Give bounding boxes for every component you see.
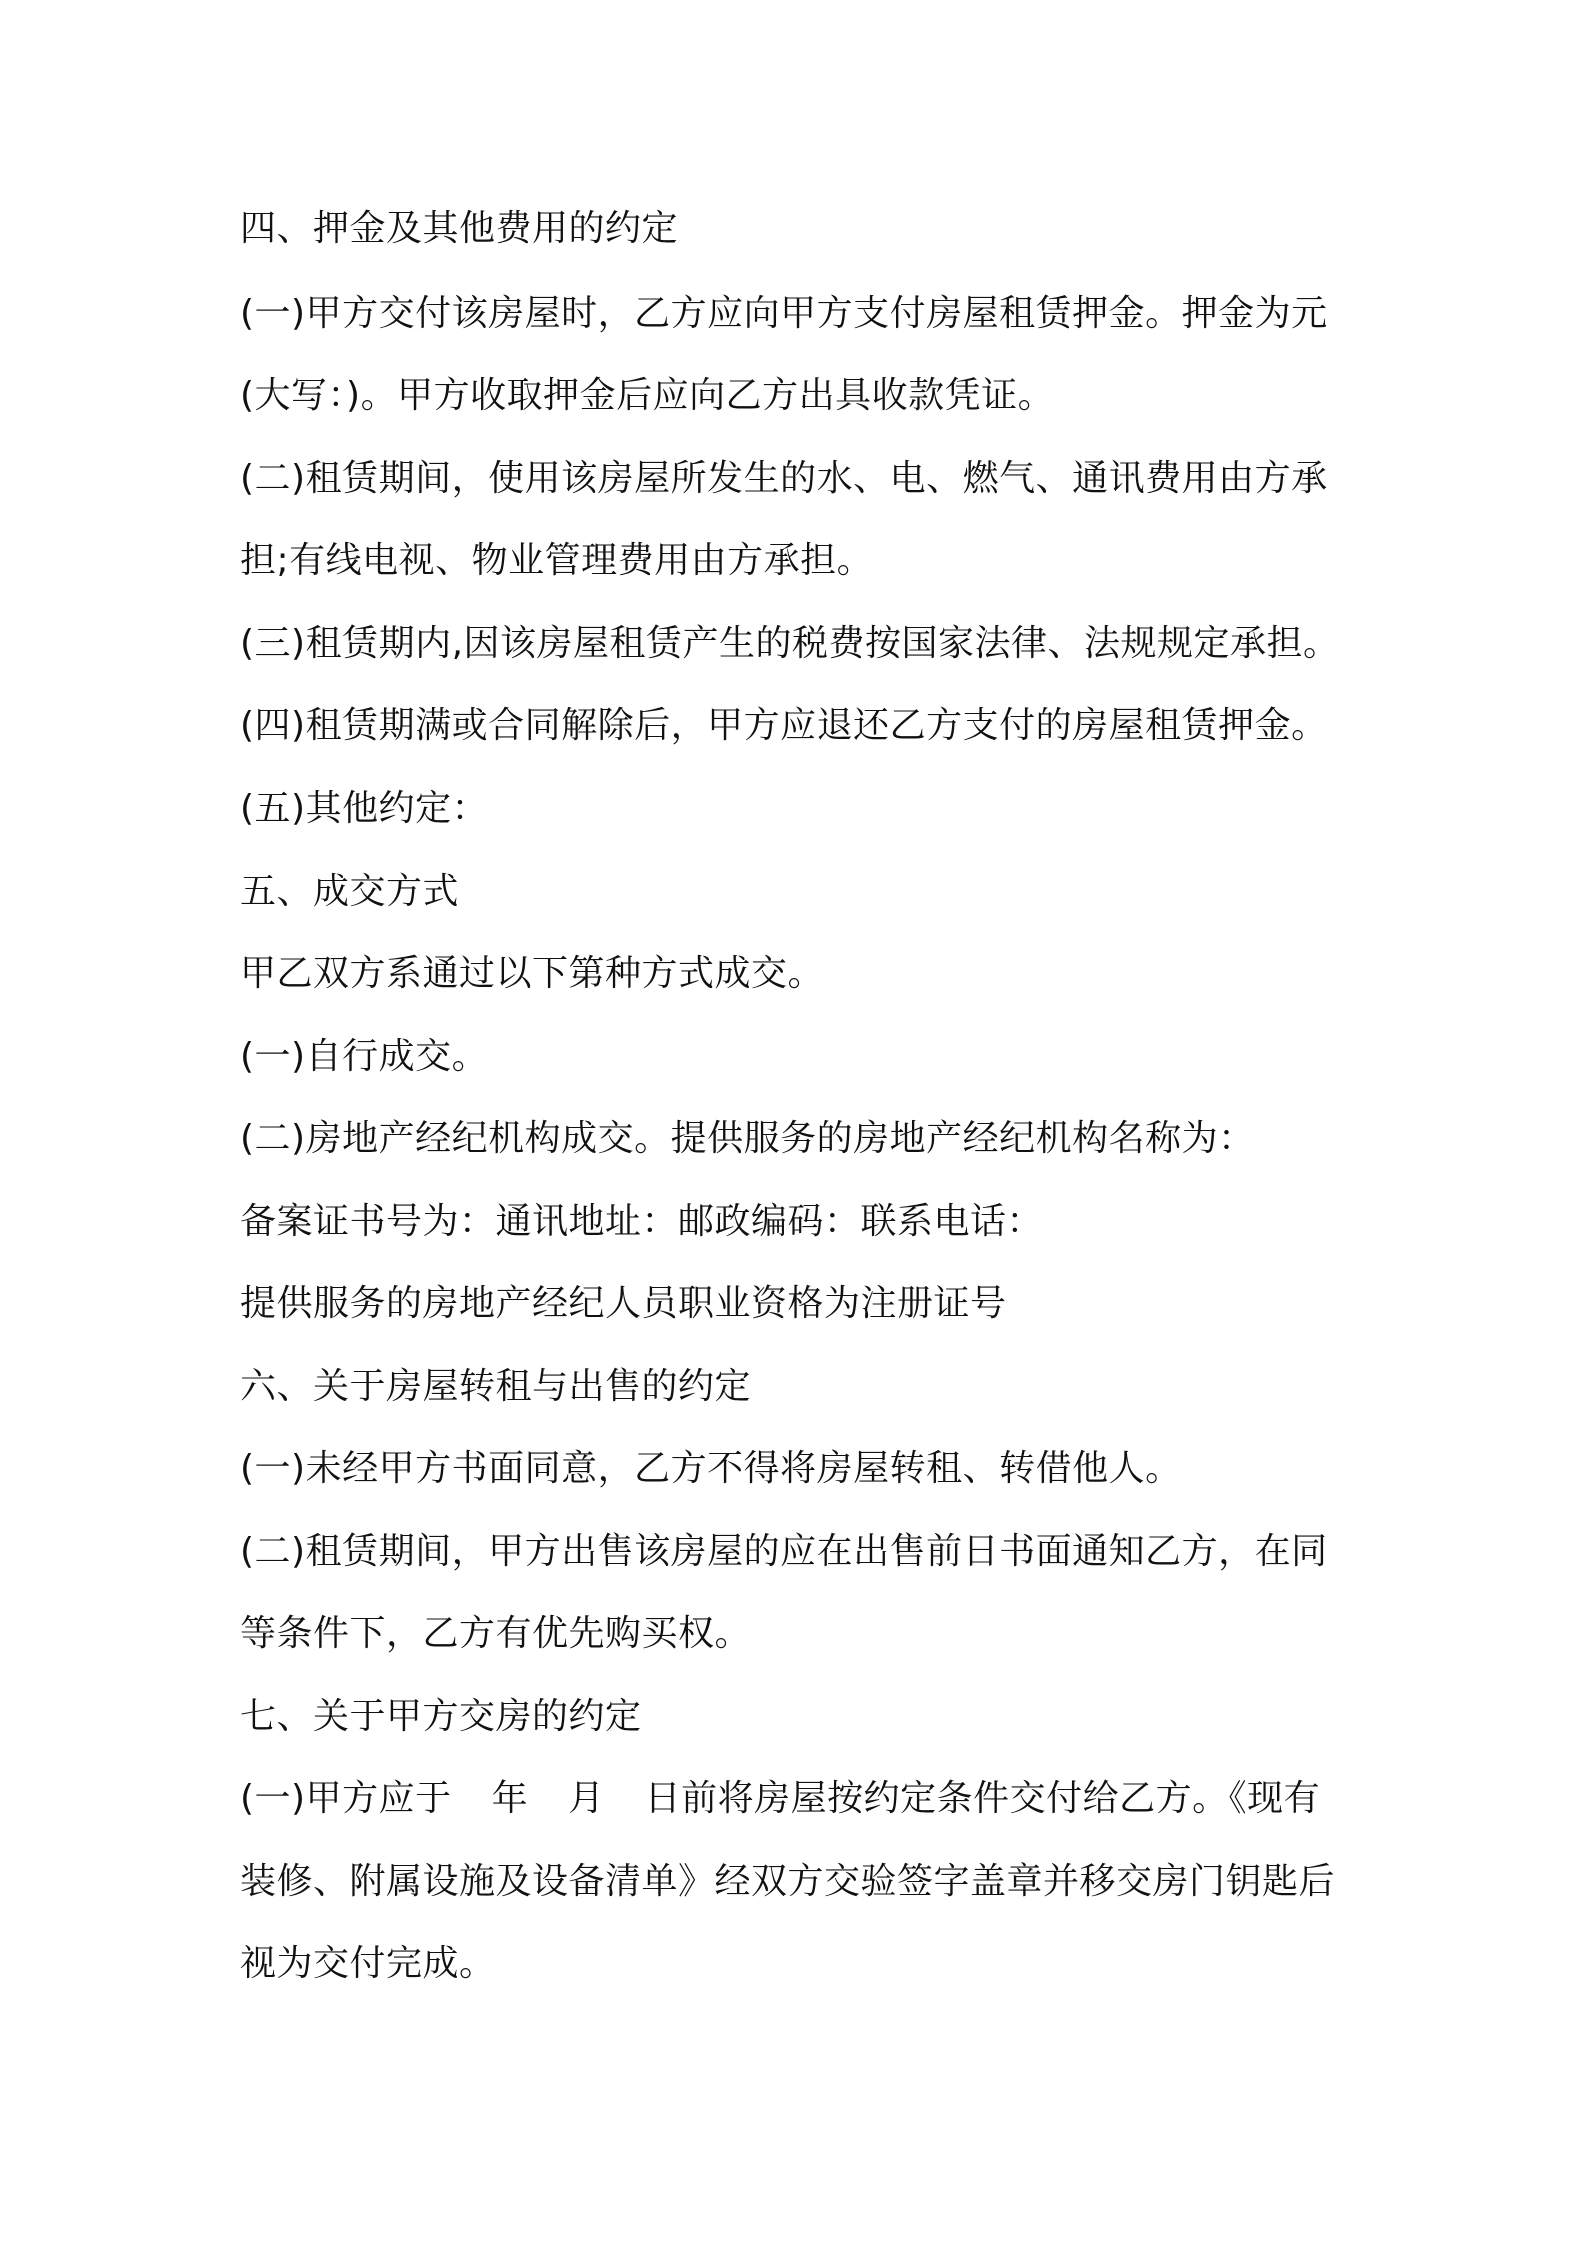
paragraph-line: (一)甲方交付该房屋时，乙方应向甲方支付房屋租赁押金。押金为元 <box>240 293 1328 334</box>
paragraph-line: 备案证书号为：通讯地址：邮政编码：联系电话： <box>240 1201 1044 1242</box>
delivery-year: 年 <box>491 1778 529 1819</box>
paragraph-line: (五)其他约定： <box>240 788 489 829</box>
section-heading-deposit: 四、押金及其他费用的约定 <box>240 208 679 249</box>
paragraph-line: (三)租赁期内,因该房屋租赁产生的税费按国家法律、法规规定承担。 <box>240 623 1340 664</box>
delivery-date-line <box>240 1775 1360 1823</box>
delivery-month: 月 <box>568 1778 605 1819</box>
paragraph-line: 视为交付完成。 <box>240 1943 496 1984</box>
delivery-prefix: (一)甲方应于 <box>240 1778 452 1819</box>
paragraph-line: (二)租赁期间，甲方出售该房屋的应在出售前日书面通知乙方，在同 <box>240 1531 1328 1572</box>
paragraph-line: (二)租赁期间，使用该房屋所发生的水、电、燃气、通讯费用由方承 <box>240 458 1328 499</box>
paragraph-line: (一)自行成交。 <box>240 1036 489 1077</box>
section-heading-transaction: 五、成交方式 <box>240 871 460 912</box>
paragraph-line: (一)未经甲方书面同意，乙方不得将房屋转租、转借他人。 <box>240 1448 1182 1489</box>
paragraph-line: (四)租赁期满或合同解除后，甲方应退还乙方支付的房屋租赁押金。 <box>240 705 1328 746</box>
paragraph-line: (二)房地产经纪机构成交。提供服务的房地产经纪机构名称为： <box>240 1118 1255 1159</box>
paragraph-line: 装修、附属设施及设备清单》经双方交验签字盖章并移交房门钥匙后 <box>240 1861 1336 1902</box>
paragraph-line: 提供服务的房地产经纪人员职业资格为注册证号 <box>240 1283 1007 1324</box>
paragraph-line: (大写：)。甲方收取押金后应向乙方出具收款凭证。 <box>240 375 1055 416</box>
paragraph-line: 担;有线电视、物业管理费用由方承担。 <box>240 540 874 581</box>
delivery-suffix: 日前将房屋按约定条件交付给乙方。《现有 <box>644 1778 1321 1819</box>
paragraph-line: 甲乙双方系通过以下第种方式成交。 <box>240 953 825 994</box>
section-heading-sublease: 六、关于房屋转租与出售的约定 <box>240 1366 752 1407</box>
section-heading-handover: 七、关于甲方交房的约定 <box>240 1696 642 1737</box>
paragraph-line: 等条件下，乙方有优先购买权。 <box>240 1613 752 1654</box>
